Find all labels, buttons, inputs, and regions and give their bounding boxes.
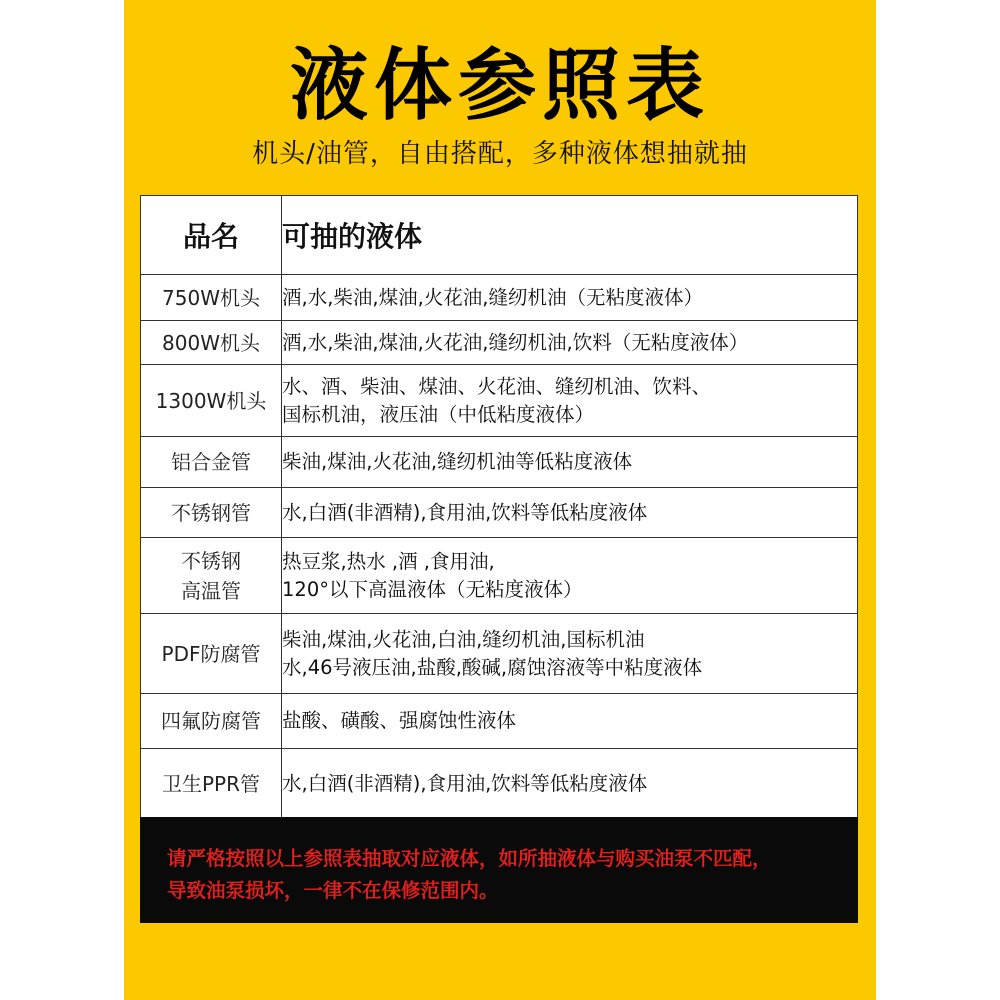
table-row: [141, 437, 858, 488]
row-name: [141, 437, 282, 488]
row-liquid-line: 水,白酒(非酒精),食用油,饮料等低粘度液体: [282, 772, 648, 795]
row-name: [141, 321, 282, 365]
page-title: 液体参照表: [289, 41, 710, 131]
page-subtitle: 机头/油管，自由搭配，多种液体想抽就抽: [252, 139, 748, 169]
row-name-text: 750W机头: [162, 285, 260, 310]
row-liquid: [282, 749, 858, 820]
row-liquid-line: 水,白酒(非酒精),食用油,饮料等低粘度液体: [282, 500, 648, 524]
row-name-text: 铝合金管: [171, 450, 251, 474]
row-liquid-line: 热豆浆,热水 ,酒 ,食用油,: [282, 549, 495, 573]
table-row: [141, 488, 858, 538]
table-row: [141, 365, 858, 437]
row-name: [141, 694, 282, 749]
row-liquid-line: 酒,水,柴油,煤油,火花油,缝纫机油（无粘度液体）: [282, 285, 703, 309]
row-name-text: 800W机头: [162, 330, 260, 355]
table-row: [141, 275, 858, 321]
row-liquid-line: 水、酒、柴油、煤油、火花油、缝纫机油、饮料、: [282, 374, 712, 398]
warning-box: [140, 817, 858, 923]
row-liquid-line: 国标机油，液压油（中低粘度液体）: [282, 402, 595, 426]
row-liquid: [282, 614, 858, 694]
row-liquid: [282, 321, 858, 365]
row-name-text: 不锈钢管: [171, 500, 251, 525]
row-liquid-line: 水,46号液压油,盐酸,酸碱,腐蚀溶液等中粘度液体: [282, 655, 703, 679]
row-liquid-line: 120°以下高温液体（无粘度液体）: [282, 577, 583, 601]
row-liquid-line: 柴油,煤油,火花油,白油,缝纫机油,国标机油: [282, 627, 645, 651]
table-header-row: [141, 196, 858, 275]
header-name: 品名: [141, 196, 282, 275]
row-liquid-line: 盐酸、磺酸、强腐蚀性液体: [282, 709, 517, 732]
reference-table: [140, 195, 858, 820]
table-row: [141, 321, 858, 365]
table-row: [141, 538, 858, 614]
row-name: [141, 275, 282, 321]
row-liquid: [282, 437, 858, 488]
row-liquid: [282, 694, 858, 749]
table-row: [141, 694, 858, 749]
table-row: [141, 614, 858, 694]
row-liquid-line: 酒,水,柴油,煤油,火花油,缝纫机油,饮料（无粘度液体）: [282, 330, 749, 354]
row-name-line: 不锈钢: [181, 548, 241, 573]
header-liquid: 可抽的液体: [282, 196, 858, 275]
row-liquid: [282, 275, 858, 321]
warning-line: 导致油泵损坏，一律不在保修范围内。: [167, 879, 499, 902]
row-name-line: 高温管: [181, 578, 241, 603]
row-liquid-line: 柴油,煤油,火花油,缝纫机油等低粘度液体: [282, 450, 633, 473]
row-liquid: [282, 538, 858, 614]
row-name: [141, 749, 282, 820]
table-row: [141, 749, 858, 820]
warning-line: 请严格按照以上参照表抽取对应液体，如所抽液体与购买油泵不匹配，: [167, 847, 772, 870]
row-name: [141, 614, 282, 694]
row-name-text: 1300W机头: [155, 388, 267, 413]
row-liquid: [282, 365, 858, 437]
row-name: [141, 538, 282, 614]
row-name-text: PDF防腐管: [161, 641, 261, 666]
row-name: [141, 365, 282, 437]
row-name-text: 卫生PPR管: [161, 772, 261, 796]
row-name: [141, 488, 282, 538]
row-name-text: 四氟防腐管: [161, 709, 261, 733]
row-liquid: [282, 488, 858, 538]
